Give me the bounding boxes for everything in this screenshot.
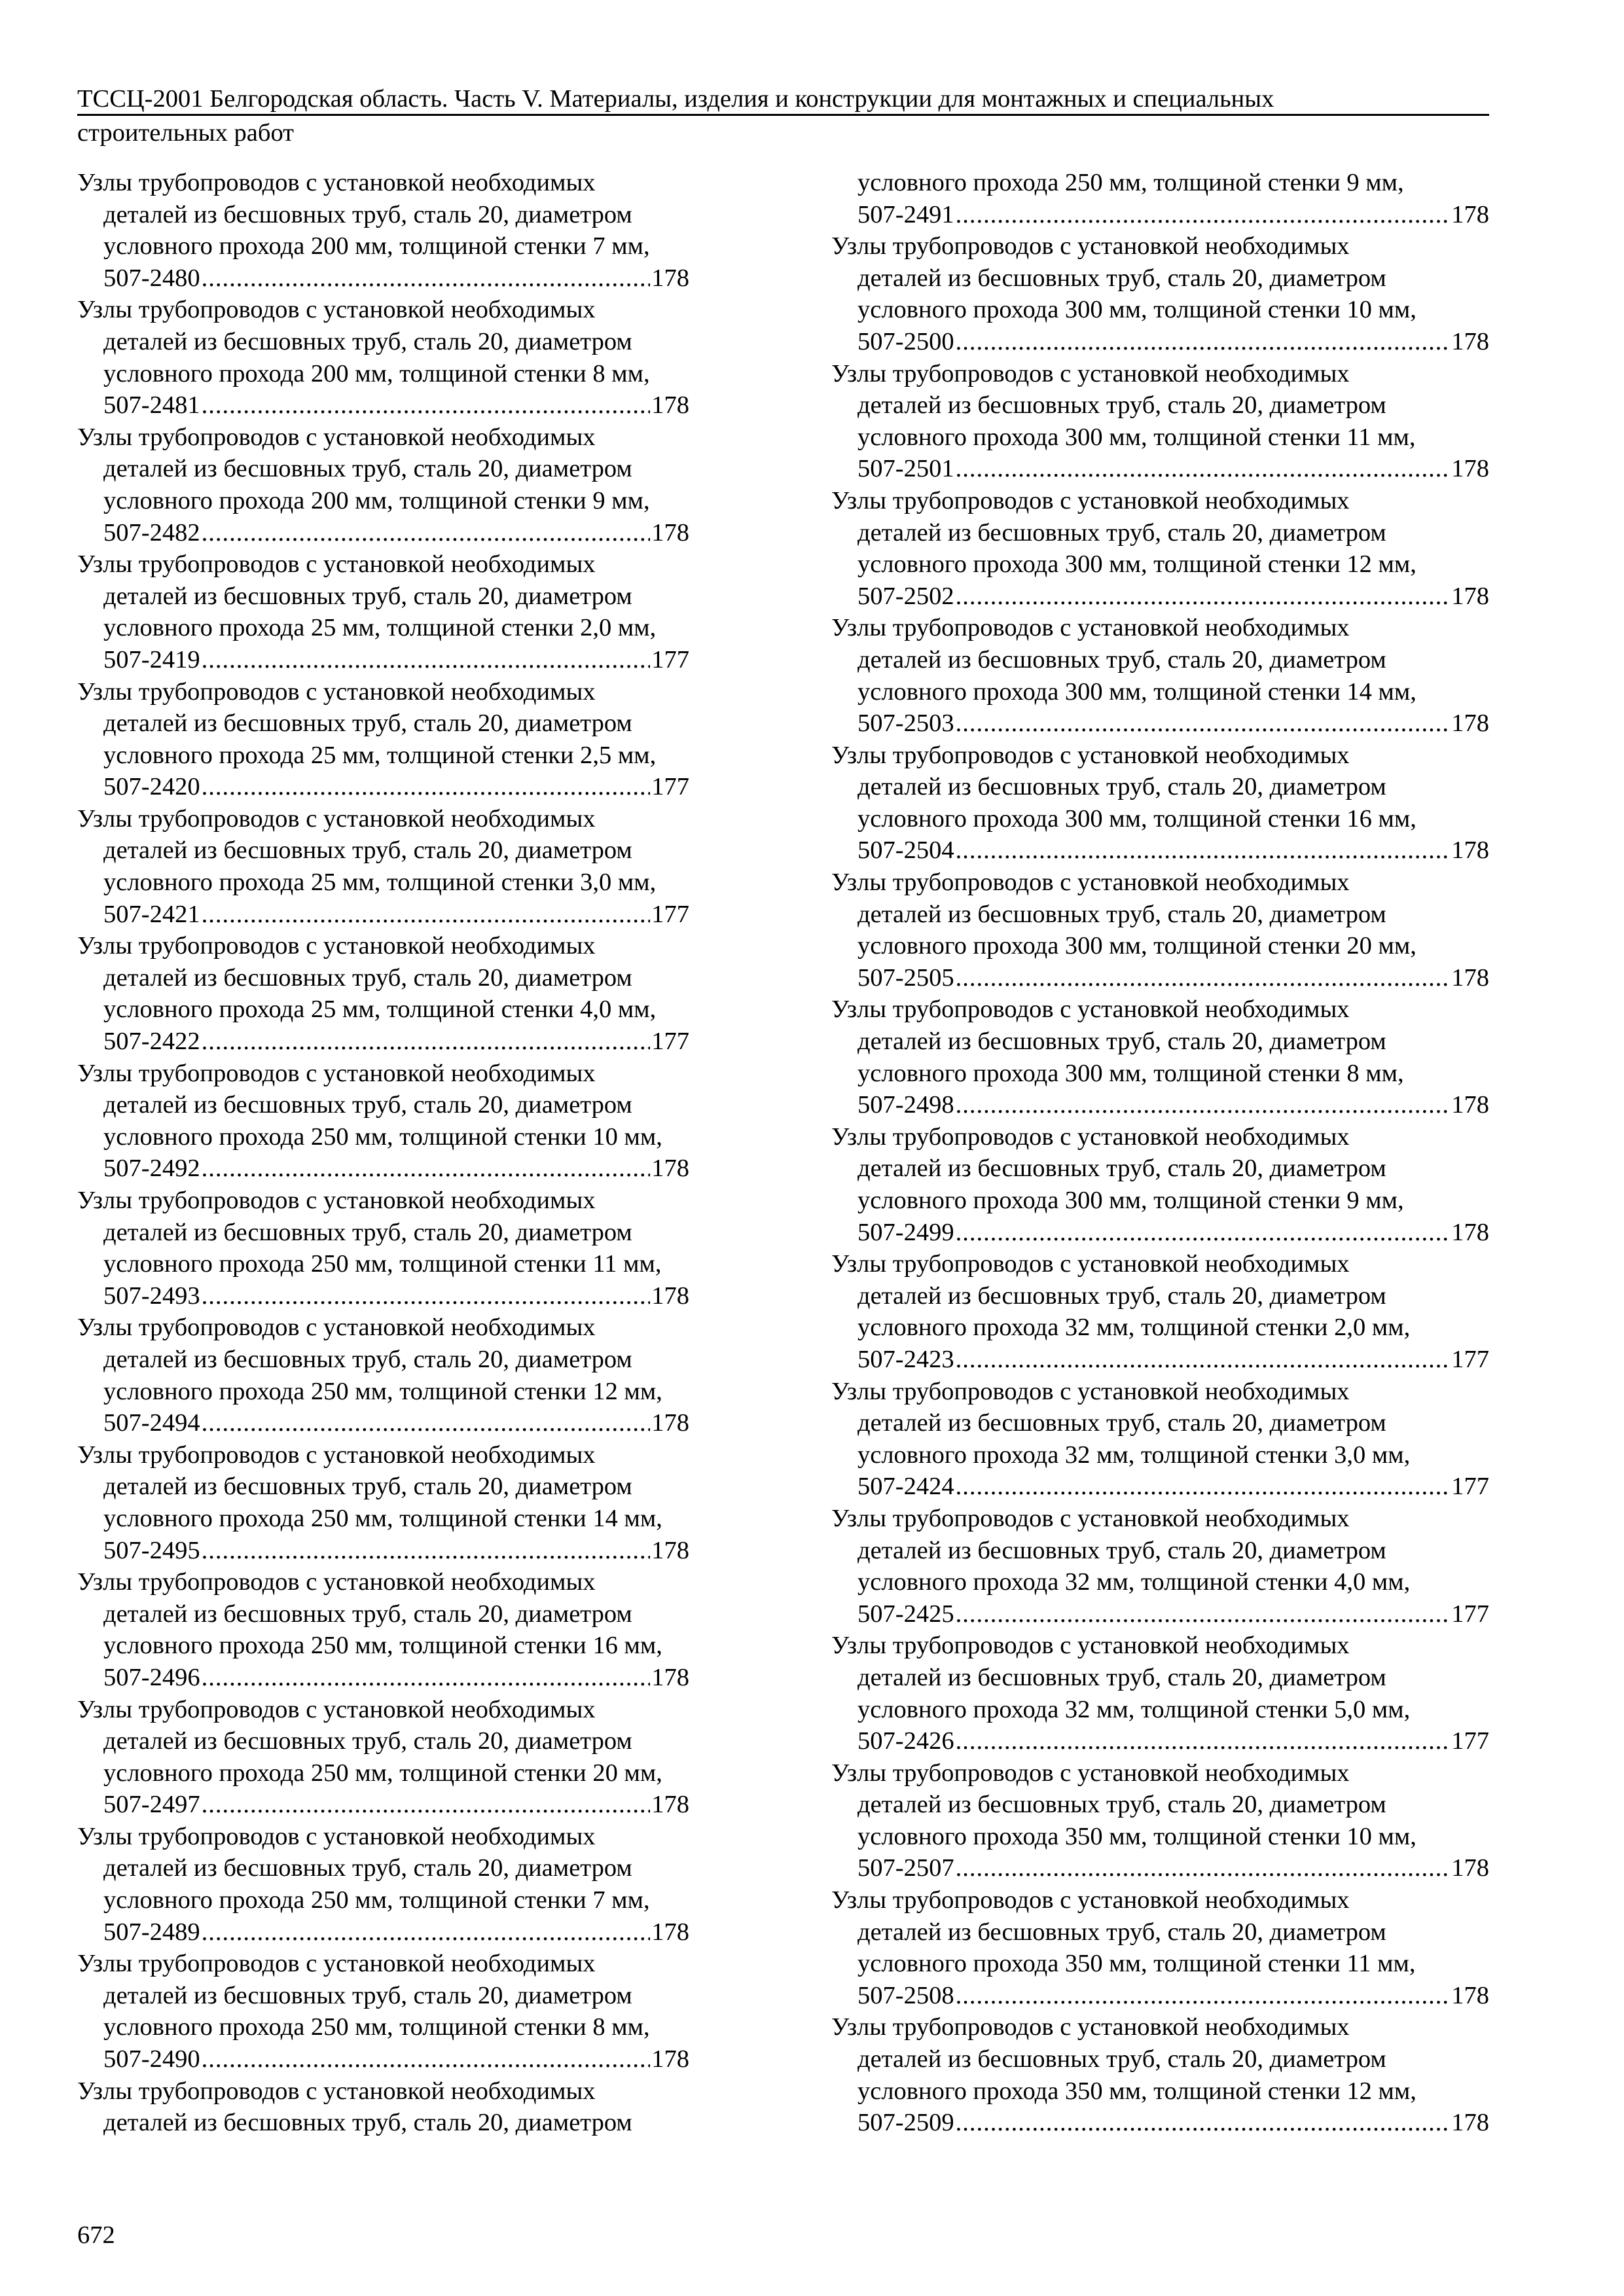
dot-leader [956, 326, 1451, 358]
index-entry [831, 1884, 1489, 2011]
entry-title-continued: деталей из бесшовных труб, сталь 20, диаметром [857, 1028, 1386, 1056]
entry-reference [831, 2107, 1489, 2139]
entry-title: Узлы трубопроводов с установкой необходимых [831, 1886, 1350, 1914]
entry-reference [831, 834, 1489, 867]
entry-code: 507-2492 [103, 1155, 200, 1183]
entry-page: 178 [651, 518, 689, 547]
entry-title: Узлы трубопроводов с установкой необходимых [77, 1441, 596, 1469]
entry-size-spec: условного прохода 300 мм, толщиной стенки 8 мм, [857, 1059, 1404, 1087]
entry-title: Узлы трубопроводов с установкой необходимых [77, 804, 596, 833]
entry-reference [831, 453, 1489, 485]
entry-code: 507-2504 [857, 836, 954, 865]
dot-leader [956, 708, 1451, 740]
entry-page: 177 [651, 773, 689, 801]
entry-code: 507-2502 [857, 582, 954, 610]
dot-leader [202, 1407, 651, 1439]
dot-leader [202, 771, 651, 803]
entry-size-spec: условного прохода 32 мм, толщиной стенки 3,0 мм, [857, 1441, 1411, 1469]
index-entry [831, 994, 1489, 1121]
index-entry [77, 1185, 689, 1312]
header-title-line2: строительных работ [77, 119, 295, 147]
entry-code: 507-2496 [103, 1663, 200, 1691]
entry-reference [77, 771, 689, 803]
entry-page: 178 [1451, 1981, 1489, 2009]
entry-title-continued: деталей из бесшовных труб, сталь 20, диаметром [857, 1536, 1386, 1564]
entry-title-continued: деталей из бесшовных труб, сталь 20, диаметром [857, 645, 1386, 673]
dot-leader [956, 962, 1451, 994]
entry-page: 178 [1451, 709, 1489, 738]
entry-reference [77, 899, 689, 931]
entry-title: Узлы трубопроводов с установкой необходимых [831, 996, 1350, 1024]
entry-code: 507-2425 [857, 1600, 954, 1628]
entry-code: 507-2493 [103, 1282, 200, 1310]
entry-code: 507-2503 [857, 709, 954, 738]
entry-reference [831, 962, 1489, 994]
entry-size-spec: условного прохода 300 мм, толщиной стенки 20 мм, [857, 932, 1416, 960]
entry-page: 178 [651, 1409, 689, 1437]
entry-size-spec: условного прохода 25 мм, толщиной стенки 4,0 мм, [103, 996, 657, 1024]
entry-page: 178 [1451, 836, 1489, 865]
entry-code: 507-2419 [103, 645, 200, 673]
entry-title: Узлы трубопроводов с установкой необходимых [77, 1187, 596, 1214]
entry-code: 507-2491 [857, 200, 954, 228]
entry-title-continued: деталей из бесшовных труб, сталь 20, диаметром [103, 963, 632, 992]
entry-page: 178 [1451, 327, 1489, 355]
header-title-line1: ТССЦ-2001 Белгородская область. Часть V. Материалы, изделия и конструкции для монтажных и специальных [77, 85, 1274, 113]
entry-reference [831, 1852, 1489, 1884]
entry-code: 507-2505 [857, 963, 954, 992]
entry-reference [77, 517, 689, 549]
entry-page: 177 [1451, 1727, 1489, 1755]
entry-title: Узлы трубопроводов с установкой необходимых [77, 932, 596, 960]
entry-size-spec: условного прохода 250 мм, толщиной стенки 8 мм, [103, 2013, 650, 2041]
entry-reference [831, 199, 1489, 231]
entry-code: 507-2422 [103, 1028, 200, 1056]
entry-size-spec: условного прохода 250 мм, толщиной стенки 7 мм, [103, 1886, 650, 1914]
entry-code: 507-2421 [103, 900, 200, 928]
entry-title: Узлы трубопроводов с установкой необходимых [831, 232, 1350, 260]
entry-size-spec: условного прохода 200 мм, толщиной стенки 8 мм, [103, 359, 650, 387]
entry-title: Узлы трубопроводов с установкой необходимых [831, 1250, 1350, 1278]
dot-leader [202, 1916, 651, 1948]
index-entry [831, 612, 1489, 739]
index-entry [77, 1566, 689, 1693]
entry-title: Узлы трубопроводов с установкой необходимых [77, 1059, 596, 1087]
entry-reference [77, 1280, 689, 1312]
index-entry [831, 485, 1489, 612]
entry-code: 507-2498 [857, 1091, 954, 1119]
entry-title: Узлы трубопроводов с установкой необходимых [831, 2013, 1350, 2041]
entry-page: 178 [651, 1536, 689, 1564]
entry-size-spec: условного прохода 300 мм, толщиной стенки 16 мм, [857, 804, 1416, 833]
dot-leader [956, 834, 1451, 867]
entry-code: 507-2426 [857, 1727, 954, 1755]
entry-title-continued: деталей из бесшовных труб, сталь 20, диаметром [857, 1918, 1386, 1946]
entry-size-spec: условного прохода 32 мм, толщиной стенки 4,0 мм, [857, 1568, 1411, 1596]
entry-size-spec: условного прохода 350 мм, толщиной стенки 12 мм, [857, 2077, 1416, 2105]
index-entry [77, 676, 689, 803]
dot-leader [202, 1153, 651, 1185]
entry-size-spec: условного прохода 250 мм, толщиной стенки 16 мм, [103, 1632, 662, 1660]
entry-page: 177 [1451, 1473, 1489, 1501]
entry-page: 178 [1451, 1854, 1489, 1882]
index-entry [831, 230, 1489, 357]
entry-page: 178 [651, 1791, 689, 1819]
dot-leader [202, 2043, 651, 2075]
entry-code: 507-2481 [103, 391, 200, 420]
entry-size-spec: условного прохода 300 мм, толщиной стенки 14 мм, [857, 677, 1416, 706]
entry-size-spec: условного прохода 200 мм, толщиной стенки 9 мм, [103, 486, 650, 514]
entry-code: 507-2423 [857, 1345, 954, 1373]
entry-title-continued: деталей из бесшовных труб, сталь 20, диаметром [857, 391, 1386, 420]
index-entry [77, 930, 689, 1057]
index-entry [77, 1439, 689, 1566]
entry-title: Узлы трубопроводов с установкой необходимых [77, 1314, 596, 1342]
entry-title-continued: деталей из бесшовных труб, сталь 20, диаметром [857, 773, 1386, 801]
index-entry [77, 167, 689, 294]
entry-title-continued: деталей из бесшовных труб, сталь 20, диаметром [103, 200, 632, 228]
dot-leader [202, 1662, 651, 1694]
entry-title-continued: деталей из бесшовных труб, сталь 20, диаметром [857, 900, 1386, 928]
entry-size-spec: условного прохода 250 мм, толщиной стенки 20 мм, [103, 1759, 662, 1787]
entry-title-continued: деталей из бесшовных труб, сталь 20, диаметром [103, 1854, 632, 1882]
index-entry [831, 1248, 1489, 1375]
entry-size-spec: условного прохода 250 мм, толщиной стенки 12 мм, [103, 1377, 662, 1405]
entry-title: Узлы трубопроводов с установкой необходимых [77, 1695, 596, 1723]
entry-title-continued: деталей из бесшовных труб, сталь 20, диаметром [103, 582, 632, 610]
dot-leader [202, 644, 651, 676]
index-entry [831, 1376, 1489, 1503]
entry-title-continued: деталей из бесшовных труб, сталь 20, диаметром [857, 518, 1386, 547]
entry-size-spec: условного прохода 25 мм, толщиной стенки 3,0 мм, [103, 869, 657, 897]
dot-leader [956, 1852, 1451, 1884]
entry-size-spec: условного прохода 350 мм, толщиной стенки 11 мм, [857, 1950, 1416, 1978]
entry-code: 507-2495 [103, 1536, 200, 1564]
entry-title: Узлы трубопроводов с установкой необходимых [77, 423, 596, 451]
entry-reference [831, 1089, 1489, 1121]
index-entry [77, 1821, 689, 1948]
entry-code: 507-2508 [857, 1981, 954, 2009]
entry-reference [77, 1026, 689, 1058]
dot-leader [956, 1598, 1451, 1630]
entry-title: Узлы трубопроводов с установкой необходимых [831, 869, 1350, 897]
index-entry [831, 1503, 1489, 1630]
dot-leader [956, 1344, 1451, 1376]
entry-size-spec: условного прохода 350 мм, толщиной стенки 10 мм, [857, 1822, 1416, 1850]
entry-code: 507-2482 [103, 518, 200, 547]
entry-title: Узлы трубопроводов с установкой необходимых [831, 1759, 1350, 1787]
dot-leader [956, 1089, 1451, 1121]
entry-title-continued: деталей из бесшовных труб, сталь 20, диаметром [857, 1663, 1386, 1691]
entry-page: 178 [1451, 1091, 1489, 1119]
entry-size-spec: условного прохода 200 мм, толщиной стенки 7 мм, [103, 232, 650, 260]
dot-leader [202, 262, 651, 295]
dot-leader [202, 389, 651, 422]
entry-page: 177 [651, 645, 689, 673]
index-entry [831, 740, 1489, 867]
entry-reference [77, 644, 689, 676]
entry-title-continued: деталей из бесшовных труб, сталь 20, диаметром [857, 1409, 1386, 1437]
index-entry [77, 1948, 689, 2075]
entry-page: 177 [1451, 1600, 1489, 1628]
entry-reference [831, 1217, 1489, 1249]
entry-title: Узлы трубопроводов с установкой необходимых [831, 614, 1350, 642]
index-entry [77, 548, 689, 675]
dot-leader [202, 899, 651, 931]
dot-leader [202, 1789, 651, 1821]
entry-code: 507-2501 [857, 455, 954, 483]
index-entry [77, 1058, 689, 1185]
dot-leader [956, 453, 1451, 485]
index-entry [831, 1630, 1489, 1757]
entry-size-spec: условного прохода 250 мм, толщиной стенки 14 мм, [103, 1504, 662, 1532]
entry-reference [831, 1598, 1489, 1630]
entry-reference [831, 326, 1489, 358]
dot-leader [956, 581, 1451, 613]
index-entry [831, 1757, 1489, 1884]
entry-reference [77, 1153, 689, 1185]
dot-leader [956, 1725, 1451, 1757]
running-header [77, 84, 1489, 147]
dot-leader [956, 1471, 1451, 1503]
entry-code: 507-2420 [103, 773, 200, 801]
entry-page: 178 [651, 1282, 689, 1310]
entry-page: 177 [651, 900, 689, 928]
entry-title: Узлы трубопроводов с установкой необходимых [831, 486, 1350, 514]
entry-title: Узлы трубопроводов с установкой необходимых [77, 2077, 596, 2105]
entry-page: 178 [651, 391, 689, 420]
dot-leader [202, 517, 651, 549]
entry-size-spec: условного прохода 250 мм, толщиной стенки 9 мм, [857, 169, 1404, 196]
index-entry [831, 1121, 1489, 1248]
entry-page: 178 [651, 1918, 689, 1946]
entry-size-spec: условного прохода 32 мм, толщиной стенки 5,0 мм, [857, 1695, 1411, 1723]
entry-title-continued: деталей из бесшовных труб, сталь 20, диаметром [103, 1981, 632, 2009]
entry-reference [831, 1344, 1489, 1376]
entry-title-continued: деталей из бесшовных труб, сталь 20, диаметром [103, 1345, 632, 1373]
index-column-right [831, 167, 1489, 2139]
entry-title: Узлы трубопроводов с установкой необходимых [831, 1377, 1350, 1405]
index-entry [831, 167, 1489, 230]
entry-code: 507-2494 [103, 1409, 200, 1437]
dot-leader [202, 1535, 651, 1567]
entry-page: 178 [651, 1155, 689, 1183]
entry-code: 507-2490 [103, 2045, 200, 2073]
entry-reference [831, 581, 1489, 613]
entry-title-continued: деталей из бесшовных труб, сталь 20, диаметром [103, 836, 632, 865]
entry-size-spec: условного прохода 25 мм, толщиной стенки 2,0 мм, [103, 614, 657, 642]
entry-reference [77, 389, 689, 422]
page-number: 672 [77, 2221, 115, 2249]
index-entry [77, 1694, 689, 1821]
entry-title-continued: деталей из бесшовных труб, сталь 20, диаметром [103, 1091, 632, 1119]
entry-page: 178 [1451, 2109, 1489, 2137]
entry-page: 178 [651, 1663, 689, 1691]
index-entry [831, 867, 1489, 994]
entry-title-continued: деталей из бесшовных труб, сталь 20, диаметром [103, 709, 632, 738]
dot-leader [202, 1280, 651, 1312]
entry-page: 178 [1451, 455, 1489, 483]
entry-size-spec: условного прохода 300 мм, толщиной стенки 11 мм, [857, 423, 1416, 451]
entry-page: 178 [1451, 1218, 1489, 1246]
entry-size-spec: условного прохода 250 мм, толщиной стенки 10 мм, [103, 1122, 662, 1151]
entry-title-continued: деталей из бесшовных труб, сталь 20, диаметром [857, 264, 1386, 292]
entry-title-continued: деталей из бесшовных труб, сталь 20, диаметром [103, 1473, 632, 1501]
entry-code: 507-2480 [103, 264, 200, 292]
entry-title: Узлы трубопроводов с установкой необходимых [77, 1950, 596, 1978]
entry-title-continued: деталей из бесшовных труб, сталь 20, диаметром [103, 1218, 632, 1246]
entry-title: Узлы трубопроводов с установкой необходимых [77, 677, 596, 706]
dot-leader [956, 199, 1451, 231]
entry-title: Узлы трубопроводов с установкой необходимых [831, 1122, 1350, 1151]
entry-title-continued: деталей из бесшовных труб, сталь 20, диаметром [857, 1155, 1386, 1183]
dot-leader [956, 1217, 1451, 1249]
entry-title: Узлы трубопроводов с установкой необходимых [831, 1632, 1350, 1660]
entry-title: Узлы трубопроводов с установкой необходимых [77, 296, 596, 324]
dot-leader [956, 1980, 1451, 2012]
entry-title-continued: деталей из бесшовных труб, сталь 20, диаметром [103, 455, 632, 483]
entry-title: Узлы трубопроводов с установкой необходимых [831, 1504, 1350, 1532]
entry-code: 507-2507 [857, 1854, 954, 1882]
entry-title-continued: деталей из бесшовных труб, сталь 20, диаметром [103, 2109, 632, 2137]
entry-size-spec: условного прохода 250 мм, толщиной стенки 11 мм, [103, 1250, 662, 1278]
entry-size-spec: условного прохода 300 мм, толщиной стенки 12 мм, [857, 550, 1416, 579]
entry-page: 178 [1451, 200, 1489, 228]
index-entry-continues [77, 2075, 689, 2139]
entry-code: 507-2497 [103, 1791, 200, 1819]
entry-reference [77, 1916, 689, 1948]
entry-reference [831, 708, 1489, 740]
index-entry [77, 803, 689, 930]
entry-size-spec: условного прохода 32 мм, толщиной стенки 2,0 мм, [857, 1314, 1411, 1342]
entry-reference [831, 1980, 1489, 2012]
entry-page: 177 [651, 1028, 689, 1056]
entry-title: Узлы трубопроводов с установкой необходимых [831, 359, 1350, 387]
entry-code: 507-2500 [857, 327, 954, 355]
entry-title-continued: деталей из бесшовных труб, сталь 20, диаметром [857, 1791, 1386, 1819]
entry-title: Узлы трубопроводов с установкой необходимых [77, 169, 596, 196]
index-entry [831, 2011, 1489, 2138]
entry-reference [77, 1662, 689, 1694]
entry-reference [77, 1407, 689, 1439]
entry-reference [77, 1789, 689, 1821]
entry-title-continued: деталей из бесшовных труб, сталь 20, диаметром [103, 1727, 632, 1755]
entry-page: 178 [651, 264, 689, 292]
entry-code: 507-2499 [857, 1218, 954, 1246]
entry-code: 507-2424 [857, 1473, 954, 1501]
entry-page: 178 [1451, 963, 1489, 992]
entry-title-continued: деталей из бесшовных труб, сталь 20, диаметром [103, 327, 632, 355]
entry-size-spec: условного прохода 300 мм, толщиной стенки 9 мм, [857, 1187, 1404, 1214]
entry-size-spec: условного прохода 25 мм, толщиной стенки 2,5 мм, [103, 741, 657, 769]
entry-size-spec: условного прохода 300 мм, толщиной стенки 10 мм, [857, 296, 1416, 324]
index-entry [77, 294, 689, 421]
index-entry [77, 422, 689, 548]
entry-reference [77, 2043, 689, 2075]
entry-page: 178 [1451, 582, 1489, 610]
entry-page: 177 [1451, 1345, 1489, 1373]
entry-title-continued: деталей из бесшовных труб, сталь 20, диаметром [857, 1282, 1386, 1310]
dot-leader [202, 1026, 651, 1058]
dot-leader [956, 2107, 1451, 2139]
entry-reference [77, 1535, 689, 1567]
index-entry [831, 358, 1489, 485]
entry-code: 507-2489 [103, 1918, 200, 1946]
index-entry [77, 1312, 689, 1439]
index-column-left [77, 167, 689, 2139]
entry-title: Узлы трубопроводов с установкой необходимых [77, 550, 596, 579]
entry-page: 178 [651, 2045, 689, 2073]
entry-reference [77, 262, 689, 295]
entry-title-continued: деталей из бесшовных труб, сталь 20, диаметром [857, 2045, 1386, 2073]
entry-reference [831, 1471, 1489, 1503]
entry-title: Узлы трубопроводов с установкой необходимых [77, 1568, 596, 1596]
entry-title: Узлы трубопроводов с установкой необходимых [77, 1822, 596, 1850]
entry-title-continued: деталей из бесшовных труб, сталь 20, диаметром [103, 1600, 632, 1628]
entry-reference [831, 1725, 1489, 1757]
entry-code: 507-2509 [857, 2109, 954, 2137]
entry-title: Узлы трубопроводов с установкой необходимых [831, 741, 1350, 769]
